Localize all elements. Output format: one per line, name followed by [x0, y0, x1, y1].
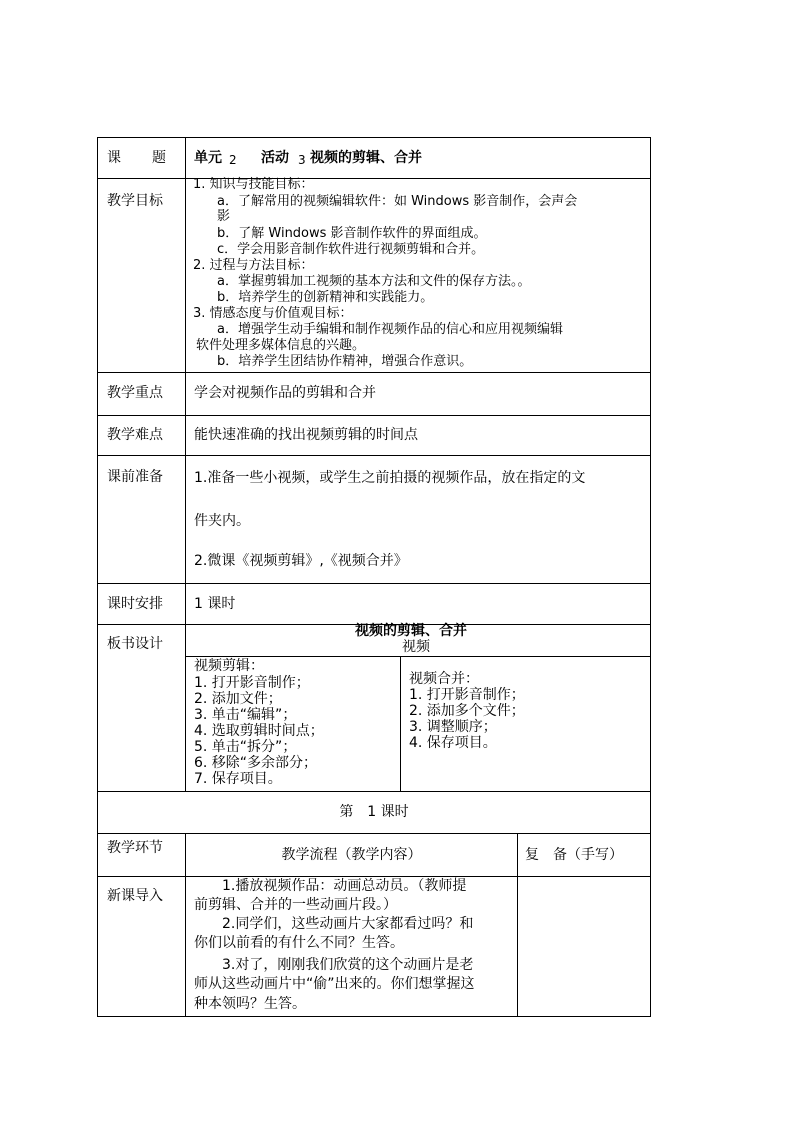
topic-unit: 单元: [194, 150, 222, 166]
board-left-item: 5. 单击“拆分”；: [194, 739, 297, 755]
goals-line: b．了解 Windows 影音制作软件的界面组成。: [217, 226, 487, 241]
row-line: [97, 583, 651, 584]
row-line: [97, 137, 651, 138]
goals-line: 1. 知识与技能目标：: [193, 177, 314, 192]
intro-line: 种本领吗？生答。: [194, 996, 306, 1012]
topic-activity-number: 3: [298, 153, 306, 167]
row-line: [97, 415, 651, 416]
intro-line: 师从这些动画片中“偷”出来的。你们想掌握这: [194, 976, 475, 992]
board-left-title: 视频剪辑：: [194, 658, 264, 674]
topic-label: 课 题: [107, 150, 167, 166]
board-right-item: 2. 添加多个文件；: [409, 703, 525, 719]
goals-line: 2. 过程与方法目标：: [193, 258, 314, 273]
board-right-item: 3. 调整顺序；: [409, 719, 497, 735]
table-border-right: [650, 137, 651, 1017]
topic-activity: 活动: [261, 150, 289, 166]
board-label: 板书设计: [107, 636, 163, 652]
goals-line: a．了解常用的视频编辑软件：如 Windows 影音制作，会声会: [217, 194, 578, 209]
goals-line: 软件处理多媒体信息的兴趣。: [196, 338, 366, 353]
intro-label: 新课导入: [107, 888, 163, 904]
preparation-label: 课前准备: [107, 469, 163, 485]
board-left-item: 6. 移除“多余部分；: [194, 755, 318, 771]
preparation-line: 件夹内。: [194, 513, 250, 529]
row-line: [97, 833, 651, 834]
board-title-line: [185, 656, 651, 657]
board-left-item: 3. 单击“编辑”；: [194, 707, 297, 723]
row-line: [97, 791, 651, 792]
intro-line: 前剪辑、合并的一些动画片段。）: [194, 897, 397, 913]
preparation-line: 2.微课《视频剪辑》,《视频合并》: [194, 553, 408, 569]
topic-unit-number: 2: [229, 153, 237, 167]
row-line: [97, 178, 651, 179]
board-left-item: 1. 打开影音制作；: [194, 675, 310, 691]
schedule-text: 1 课时: [194, 596, 236, 612]
key-points-label: 教学重点: [107, 385, 163, 401]
board-left-item: 2. 添加文件；: [194, 691, 282, 707]
board-column-divider: [400, 656, 401, 791]
goals-line: a．增强学生动手编辑和制作视频作品的信心和应用视频编辑: [217, 322, 563, 337]
session-heading: 第 1 课时: [339, 804, 409, 820]
label-column-divider-top: [185, 137, 186, 791]
row-line: [97, 1016, 651, 1017]
preparation-line: 1.准备一些小视频，或学生之前拍摄的视频作品，放在指定的文: [194, 470, 586, 486]
row-line: [97, 876, 651, 877]
board-left-item: 7. 保存项目。: [194, 771, 282, 787]
intro-line: 2.同学们，这些动画片大家都看过吗？和: [194, 916, 474, 932]
intro-line: 你们以前看的有什么不同？生答。: [194, 935, 404, 951]
notes-column-divider: [517, 833, 518, 1017]
board-left-item: 4. 选取剪辑时间点；: [194, 723, 324, 739]
difficulties-label: 教学难点: [107, 427, 163, 443]
goals-line: b．培养学生的创新精神和实践能力。: [217, 290, 434, 305]
schedule-label: 课时安排: [107, 596, 163, 612]
goals-line: 影: [217, 209, 231, 224]
board-right-item: 4. 保存项目。: [409, 735, 497, 751]
process-notes-header: 复 备（手写）: [525, 847, 623, 863]
goals-line: 3. 情感态度与价值观目标：: [193, 306, 353, 321]
topic-title: 视频的剪辑、合并: [310, 150, 422, 166]
goals-line: a．掌握剪辑加工视频的基本方法和文件的保存方法。。: [217, 274, 531, 289]
goals-line: b．培养学生团结协作精神，增强合作意识。: [217, 354, 473, 369]
table-border-left: [97, 137, 98, 1017]
intro-line: 3.对了，刚刚我们欣赏的这个动画片是老: [194, 957, 474, 973]
board-right-title: 视频合并：: [409, 671, 479, 687]
goals-label: 教学目标: [107, 193, 163, 209]
key-points-text: 学会对视频作品的剪辑和合并: [194, 385, 376, 401]
row-line: [97, 455, 651, 456]
process-stage-label: 教学环节: [107, 840, 163, 856]
row-line: [97, 372, 651, 373]
board-right-item: 1. 打开影音制作；: [409, 687, 525, 703]
goals-line: c．学会用影音制作软件进行视频剪辑和合并。: [217, 242, 485, 257]
board-subtitle: 视频: [402, 639, 430, 655]
intro-line: 1.播放视频作品：动画总动员。（教师提: [194, 878, 467, 894]
difficulties-text: 能快速准确的找出视频剪辑的时间点: [194, 427, 418, 443]
process-content-header: 教学流程（教学内容）: [281, 847, 422, 863]
board-title: 视频的剪辑、合并: [355, 623, 467, 639]
